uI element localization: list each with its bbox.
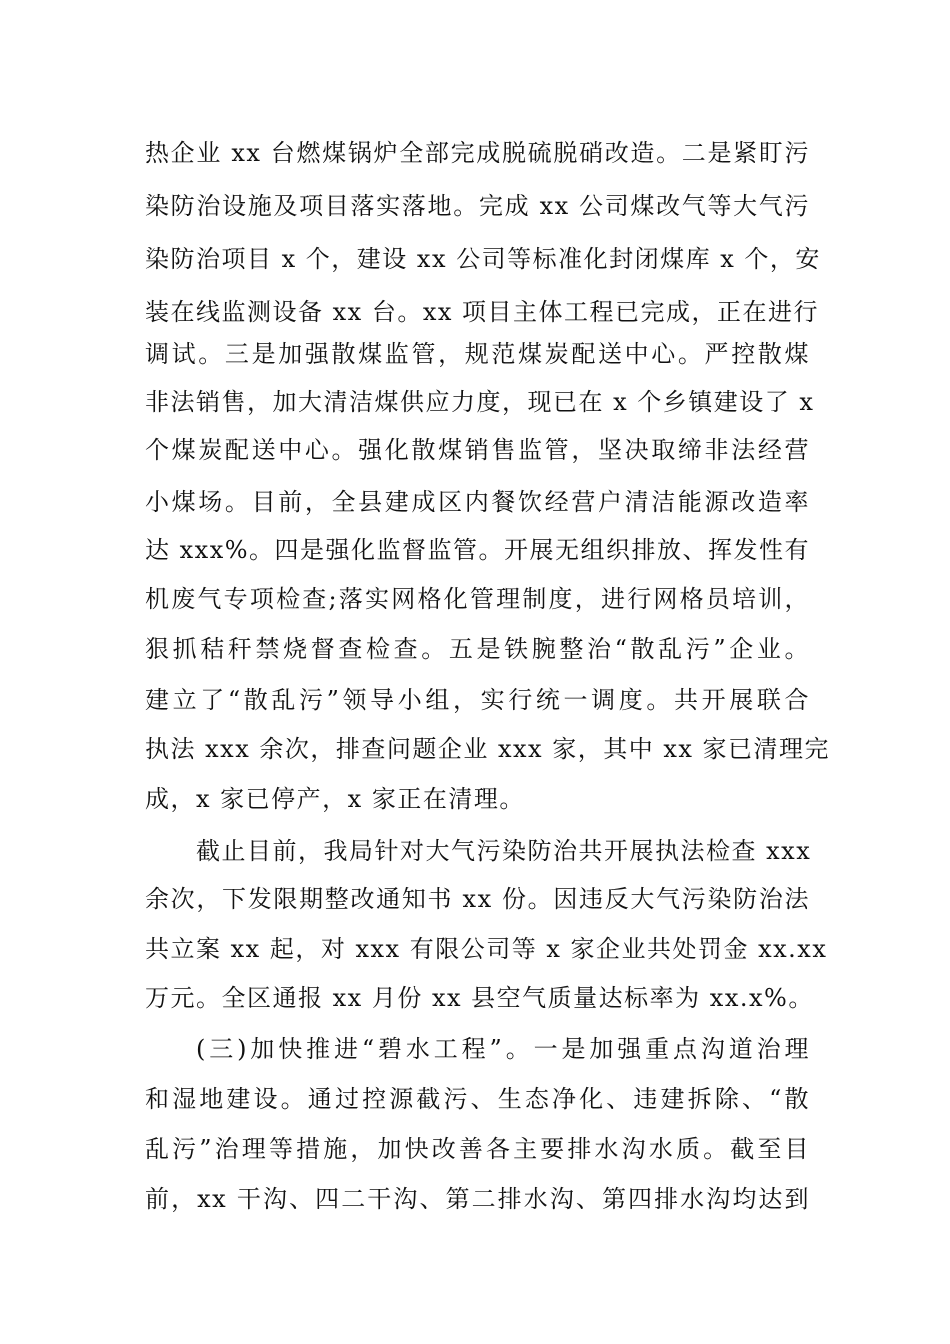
text-line: 建立了“散乱污”领导小组，实行统一调度。共开展联合 bbox=[145, 686, 810, 714]
text-line: 染防治设施及项目落实落地。完成 xx 公司煤改气等大气污 bbox=[145, 192, 810, 220]
text-line: 调试。三是加强散煤监管，规范煤炭配送中心。严控散煤 bbox=[145, 340, 810, 368]
text-line: 乱污”治理等措施，加快改善各主要排水沟水质。截至目 bbox=[145, 1135, 810, 1163]
text-line: 非法销售，加大清洁煤供应力度，现已在 x 个乡镇建设了 x bbox=[145, 388, 815, 416]
text-line: 共立案 xx 起，对 xxx 有限公司等 x 家企业共处罚金 xx.xx bbox=[145, 935, 828, 963]
text-line: 万元。全区通报 xx 月份 xx 县空气质量达标率为 xx.x%。 bbox=[145, 984, 814, 1012]
section-heading-line: (三)加快推进“碧水工程”。一是加强重点沟道治理 bbox=[196, 1035, 810, 1063]
text-line: 狠抓秸秆禁烧督查检查。五是铁腕整治“散乱污”企业。 bbox=[145, 635, 810, 663]
text-line: 和湿地建设。通过控源截污、生态净化、违建拆除、“散 bbox=[145, 1085, 810, 1113]
text-line: 余次，下发限期整改通知书 xx 份。因违反大气污染防治法 bbox=[145, 885, 810, 913]
text-line: 成，x 家已停产，x 家正在清理。 bbox=[145, 785, 525, 813]
text-line: 个煤炭配送中心。强化散煤销售监管，坚决取缔非法经营 bbox=[145, 436, 810, 464]
text-line: 热企业 xx 台燃煤锅炉全部完成脱硫脱硝改造。二是紧盯污 bbox=[145, 139, 810, 167]
text-line: 前，xx 干沟、四二干沟、第二排水沟、第四排水沟均达到 bbox=[145, 1185, 810, 1213]
text-line: 装在线监测设备 xx 台。xx 项目主体工程已完成，正在进行 bbox=[145, 298, 820, 326]
text-line: 小煤场。目前，全县建成区内餐饮经营户清洁能源改造率 bbox=[145, 488, 810, 516]
text-line: 染防治项目 x 个，建设 xx 公司等标准化封闭煤库 x 个，安 bbox=[145, 245, 821, 273]
text-line: 达 xxx%。四是强化监督监管。开展无组织排放、挥发性有 bbox=[145, 536, 811, 564]
text-line: 机废气专项检查;落实网格化管理制度，进行网格员培训， bbox=[145, 585, 810, 613]
paragraph-first-line: 截止目前，我局针对大气污染防治共开展执法检查 xxx bbox=[196, 837, 812, 865]
text-line: 执法 xxx 余次，排查问题企业 xxx 家，其中 xx 家已清理完 bbox=[145, 735, 831, 763]
